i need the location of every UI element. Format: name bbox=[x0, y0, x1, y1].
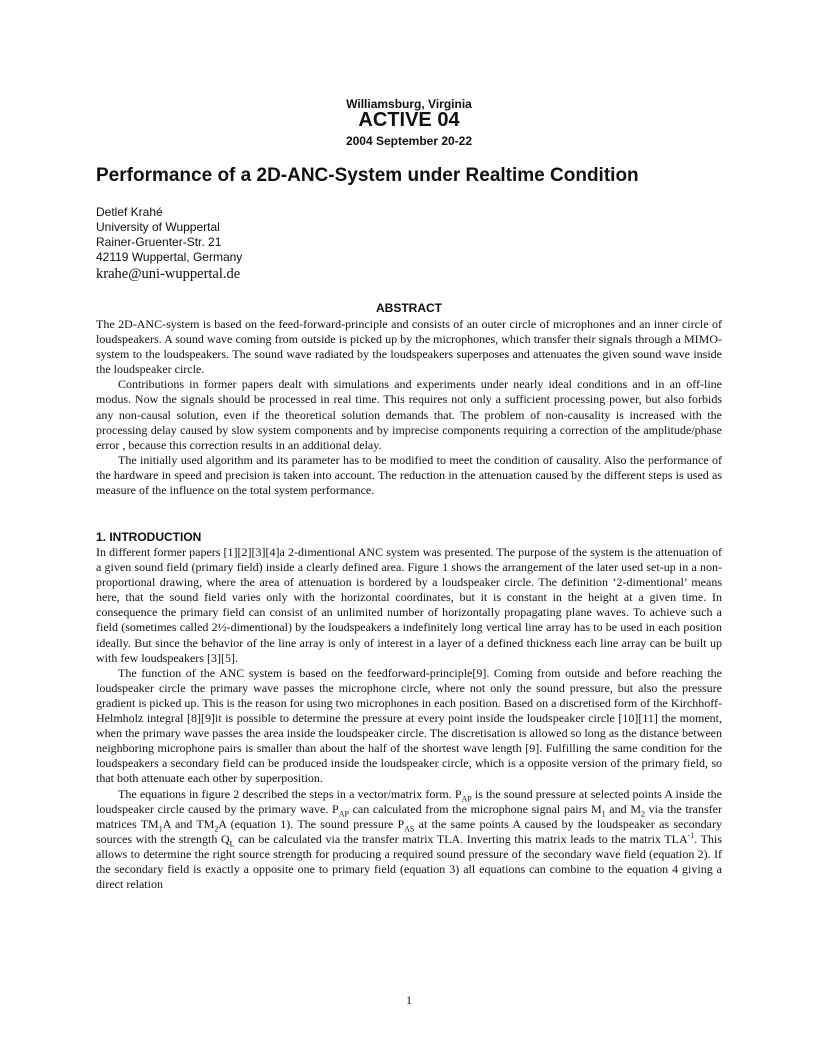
author-affiliation: University of Wuppertal bbox=[96, 220, 220, 234]
body-paragraph: In different former papers [1][2][3][4]a 2-dimentional ANC system was presented. The purpose of the system is the attenuation of a given sound field (primary field) inside a clearly defined area. Figure 1 shows the arrangement of the later used set-up in a non-proportional drawing, where the area of attenuation is bordered by a loudspeaker circle. The definition ‘2-dimentional’ means here, that the sound field varies only with the horizontal coordinates, but it is constant in the height at a given time. In consequence the primary field can consist of an unlimited number of horizontally propagating plane waves. To achieve such a field (sometimes called 2½-dimentional) by the loudspeakers a indefinitely long vertical line array has to be used in each position ideally. But since the behavior of the line array is only of interest in a layer of a defined thickness each line array can be built up with few loudspeakers [3][5]. bbox=[96, 545, 722, 665]
body-paragraph: The function of the ANC system is based on the feedforward-principle[9]. Coming from outside and before reaching the loudspeaker circle the primary wave passes the microphone circle, where not only the sound pressure, but also the pressure gradient is picked up. This is the reason for using two microphones in each position. Based on a discretised form of the Kirchhoff-Helmholz integral [8][9]it is possible to determine the pressure at every point inside the loudspeaker circle [10][11] the moment, when the primary wave passes the area inside the loudspeaker circle. The discretisation is allowed so long as the distance between neighboring microphone pairs is smaller than about the half of the shortest wave length [9]. Fulfilling the same condition for the loudspeakers a secondary field can be produced inside the loudspeaker circle, which is a opposite version of the primary field, so that both attenuate each other by superposition. bbox=[96, 665, 722, 786]
paper-page bbox=[96, 0, 722, 1056]
body-paragraph: The equations in figure 2 described the steps in a vector/matrix form. $P_{AP}$ is the sound pressure at selected points A inside the loudspeaker circle caused by the primary wave. $P_{AP}$ can calculated from the microphone signal pairs $M_1$ and $M_2$ via the transfer matrices $TM_1A$ and $TM_2A$ (equation 1). The sound pressure $P_{AS}$ at the same points A caused by the loudspeaker as secondary sources with the strength $Q_L$ can be calculated via the transfer matrix TLA. Inverting this matrix leads to the matrix $TLA^{-1}$. This allows to determine the right source strength for producing a required sound pressure of the secondary wave field (equation 2). If the secondary field is exactly a opposite one to primary field (equation 3) all equations can combine to the equation 4 giving a direct relation bbox=[96, 786, 722, 892]
author-name: Detlef Krahé bbox=[96, 205, 163, 219]
abstract-paragraph: The initially used algorithm and its parameter has to be modified to meet the condition of causality. Also the performance of the hardware in speed and precision is taken into account. The reduction in the attenuation caused by the different steps is used as measure of the influence on the total system performance. bbox=[96, 452, 722, 498]
conference-date: 2004 September 20-22 bbox=[345, 134, 473, 148]
abstract-heading: ABSTRACT bbox=[376, 301, 442, 315]
abstract-paragraph: The 2D-ANC-system is based on the feed-forward-principle and consists of an outer circle of microphones and an inner circle of loudspeakers. A sound wave coming from outside is picked up by the microphones, which transfer their signals through a MIMO-system to the loudspeakers. The sound wave radiated by the loudspeakers superposes and attenuates the given sound wave inside the loudspeaker circle. bbox=[96, 317, 722, 377]
introduction-body bbox=[96, 545, 722, 892]
section-heading-introduction: 1. INTRODUCTION bbox=[96, 530, 202, 544]
author-block bbox=[96, 205, 242, 283]
page-number: 1 bbox=[406, 993, 412, 1007]
author-email: krahe@uni-wuppertal.de bbox=[96, 266, 241, 282]
author-street: Rainer-Gruenter-Str. 21 bbox=[96, 235, 222, 249]
abstract-paragraph: Contributions in former papers dealt with simulations and experiments under nearly ideal conditions and in an off-line modus. Now the signals should be processed in real time. This requires not only a sufficient processing power, but also forbids any non-causal solution, even if the theoretical solution demands that. The problem of non-causality is increased with the processing delay caused by slow system components and by imprecise components requiring a correction of the amplitude/phase error , because this correction results in an additional delay. bbox=[96, 377, 722, 452]
abstract-body bbox=[96, 317, 722, 498]
paper-title: Performance of a 2D-ANC-System under Realtime Condition bbox=[96, 165, 639, 186]
author-city: 42119 Wuppertal, Germany bbox=[96, 250, 243, 264]
conference-location: Williamsburg, Virginia bbox=[346, 97, 472, 111]
conference-name: ACTIVE 04 bbox=[358, 109, 460, 131]
